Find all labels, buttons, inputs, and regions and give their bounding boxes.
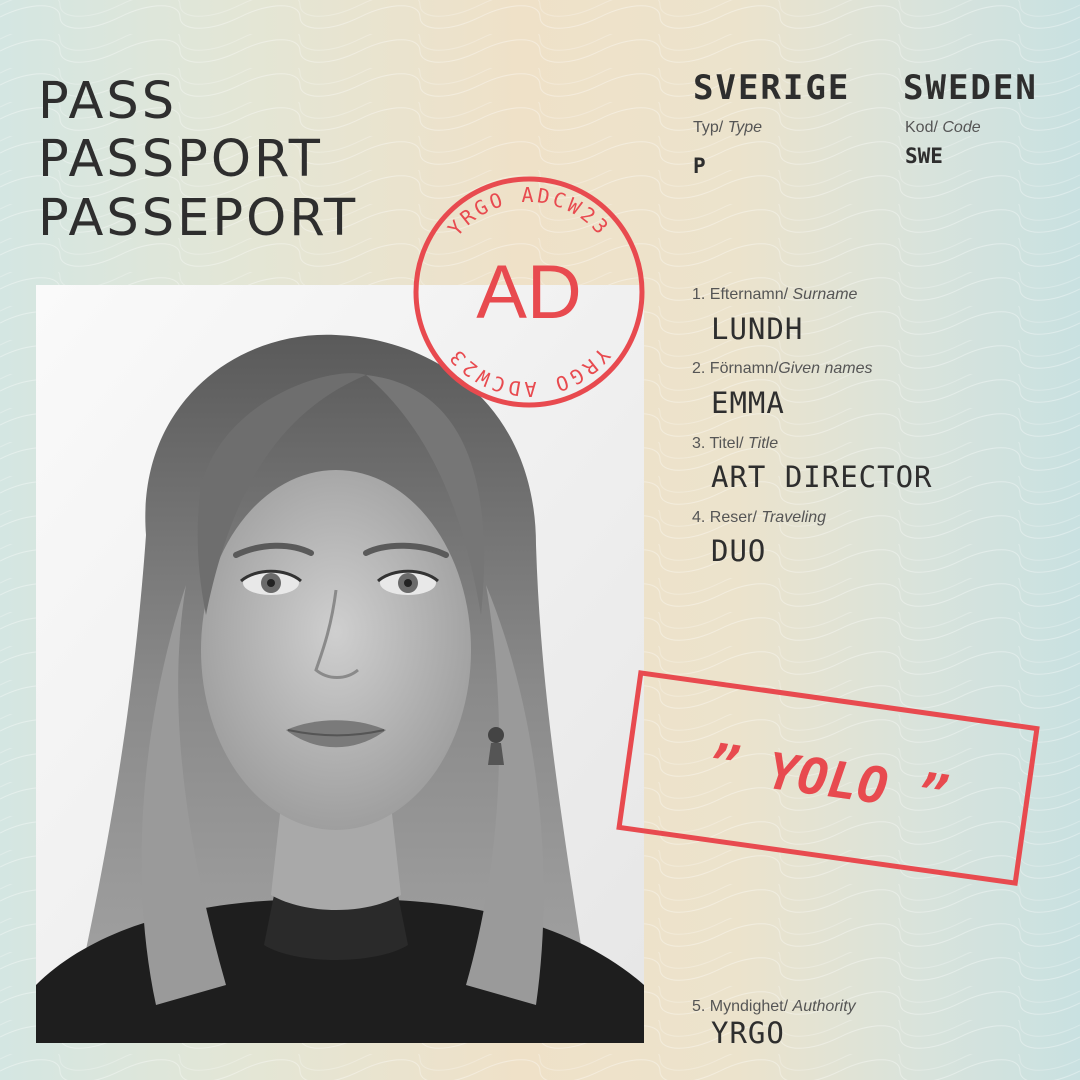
surname-label: 1. Efternamn/ Surname (692, 286, 858, 303)
given-names-label: 2. Förnamn/Given names (692, 360, 873, 377)
stamp-center-text: AD (476, 250, 582, 335)
type-value: P (693, 154, 706, 178)
given-names-value: EMMA (711, 386, 785, 420)
authority-label: 5. Myndighet/ Authority (692, 998, 856, 1015)
authority-value: YRGO (711, 1016, 785, 1050)
title-passeport: PASSEPORT (38, 189, 359, 248)
type-label: Typ/ Type (693, 119, 763, 136)
title-label: 3. Titel/ Title (692, 435, 779, 452)
code-value: SWE (905, 144, 943, 168)
circle-stamp (409, 172, 649, 412)
title-value: ART DIRECTOR (711, 460, 933, 494)
yolo-stamp (612, 664, 1044, 892)
stamp-ring-text-bottom: YRGO ADCW23 (442, 343, 616, 401)
title-passport: PASSPORT (38, 130, 323, 189)
traveling-label: 4. Reser/ Traveling (692, 509, 826, 526)
country-local: SVERIGE (693, 68, 851, 108)
title-pass: PASS (38, 72, 178, 131)
country-english: SWEDEN (903, 68, 1038, 108)
yolo-stamp-text: ” YOLO ” (704, 733, 952, 825)
code-label: Kod/ Code (905, 119, 981, 136)
surname-value: LUNDH (711, 312, 804, 346)
stamp-ring-text-top: YRGO ADCW23 (442, 183, 616, 241)
traveling-value: DUO (711, 534, 767, 568)
